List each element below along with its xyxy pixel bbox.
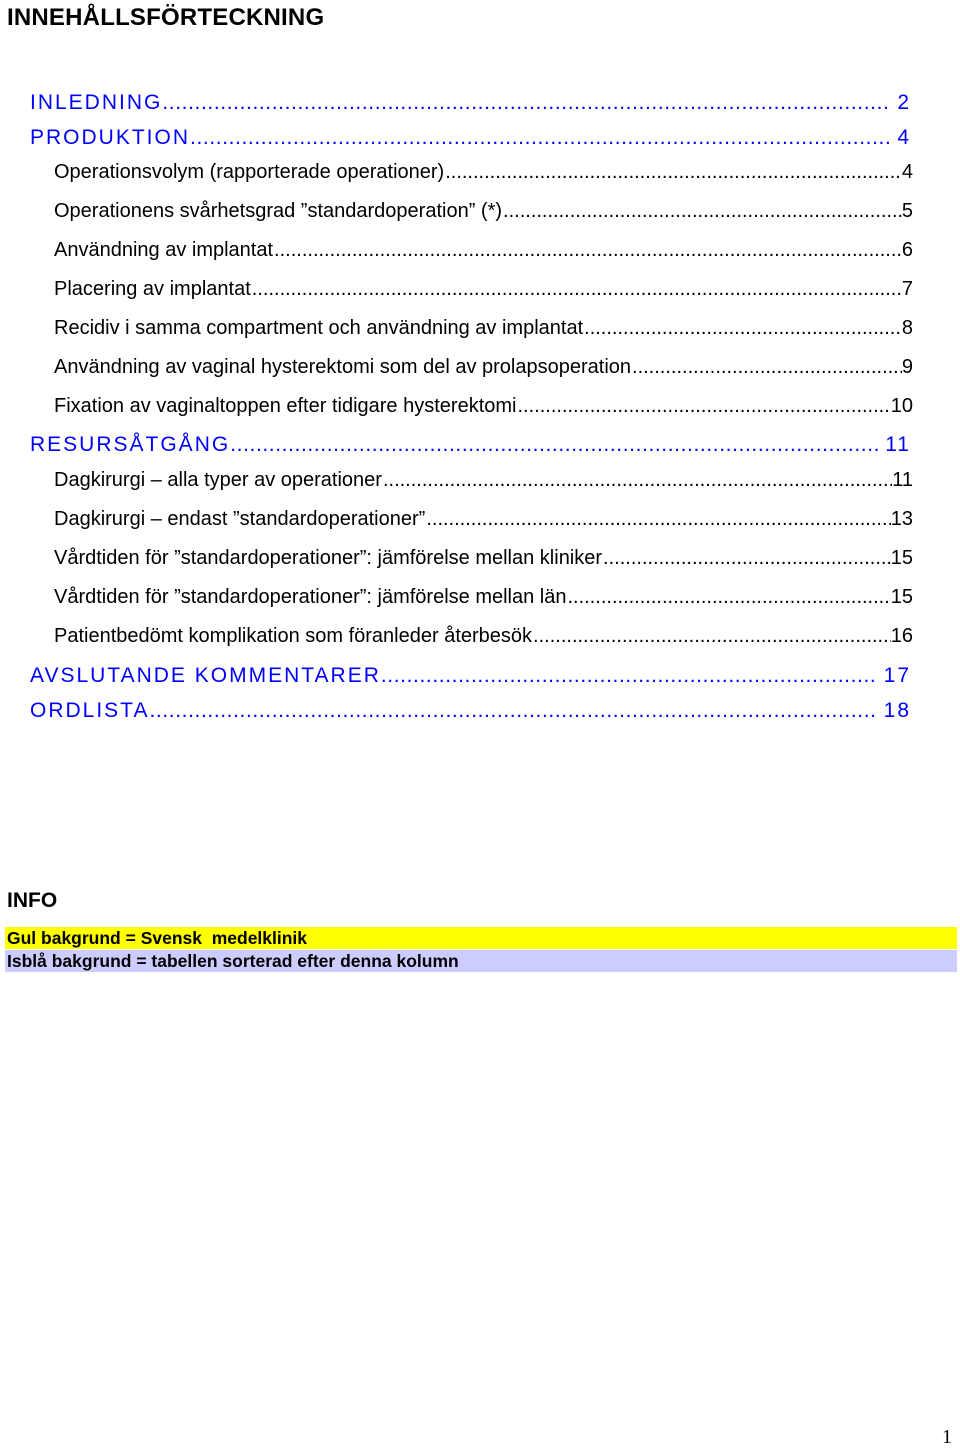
- toc-entry-avslutande-kommentarer[interactable]: [30, 665, 911, 686]
- toc-entry-anvandning-implantat[interactable]: [54, 240, 913, 260]
- toc-entry-label: Fixation av vaginaltoppen efter tidigare hysterektomi: [54, 395, 517, 417]
- toc-entry-page: 2: [897, 91, 911, 114]
- page-number: 1: [942, 1426, 952, 1448]
- toc-dot-leader: [603, 548, 891, 568]
- toc-entry-vardtiden-lan[interactable]: [54, 587, 913, 607]
- document-title: INNEHÅLLSFÖRTECKNING: [7, 4, 325, 31]
- toc-entry-dagkirurgi-standard[interactable]: [54, 509, 913, 529]
- toc-entry-page: 8: [901, 317, 913, 339]
- toc-entry-page: 7: [901, 278, 913, 300]
- toc-entry-label: Användning av vaginal hysterektomi som del av prolapsoperation: [54, 356, 632, 378]
- toc-dot-leader: [533, 626, 891, 646]
- toc-entry-patientbedomt[interactable]: [54, 626, 913, 646]
- toc-entry-ordlista[interactable]: [30, 700, 911, 721]
- toc-entry-svarhetsgrad[interactable]: [54, 201, 913, 221]
- legend-iceblue-background: Isblå bakgrund = tabellen sorterad efter denna kolumn: [5, 950, 957, 972]
- toc-entry-label: RESURSÅTGÅNG: [30, 433, 231, 456]
- toc-dot-leader: [190, 127, 891, 148]
- toc-entry-label: PRODUKTION: [30, 126, 191, 149]
- toc-entry-label: Recidiv i samma compartment och användning av implantat: [54, 317, 584, 339]
- toc-dot-leader: [381, 665, 878, 686]
- toc-entry-page: 4: [897, 126, 911, 149]
- toc-entry-label: Vårdtiden för ”standardoperationer”: jämförelse mellan län: [54, 586, 567, 608]
- toc-entry-label: Operationsvolym (rapporterade operationer): [54, 161, 445, 183]
- toc-entry-label: Dagkirurgi – endast ”standardoperationer”: [54, 508, 426, 530]
- toc-entry-recidiv[interactable]: [54, 318, 913, 338]
- toc-entry-page: 5: [901, 200, 913, 222]
- toc-entry-label: Operationens svårhetsgrad ”standardoperation” (*): [54, 200, 503, 222]
- toc-entry-label: ORDLISTA: [30, 699, 150, 722]
- toc-entry-page: 15: [890, 547, 913, 569]
- toc-entry-vaginal-hysterektomi[interactable]: [54, 357, 913, 377]
- toc-entry-label: AVSLUTANDE KOMMENTARER: [30, 664, 381, 687]
- toc-entry-label: INLEDNING: [30, 91, 163, 114]
- toc-entry-label: Patientbedömt komplikation som föranleder återbesök: [54, 625, 533, 647]
- toc-entry-placering-implantat[interactable]: [54, 279, 913, 299]
- toc-dot-leader: [632, 357, 902, 377]
- toc-entry-vardtiden-kliniker[interactable]: [54, 548, 913, 568]
- toc-dot-leader: [230, 434, 879, 455]
- toc-entry-label: Dagkirurgi – alla typer av operationer: [54, 469, 382, 491]
- toc-entry-resursatgang[interactable]: [30, 434, 911, 455]
- toc-dot-leader: [274, 240, 902, 260]
- toc-dot-leader: [517, 396, 890, 416]
- toc-entry-fixation[interactable]: [54, 396, 913, 416]
- toc-entry-page: 15: [890, 586, 913, 608]
- toc-dot-leader: [503, 201, 902, 221]
- legend-yellow-background: Gul bakgrund = Svensk medelklinik: [5, 927, 957, 949]
- toc-entry-page: 9: [901, 356, 913, 378]
- toc-entry-page: 18: [883, 699, 911, 722]
- toc-entry-page: 6: [901, 239, 913, 261]
- toc-entry-label: Vårdtiden för ”standardoperationer”: jämförelse mellan kliniker: [54, 547, 603, 569]
- toc-dot-leader: [568, 587, 891, 607]
- toc-entry-label: Användning av implantat: [54, 239, 274, 261]
- toc-entry-page: 16: [890, 625, 913, 647]
- toc-entry-page: 17: [883, 664, 911, 687]
- toc-entry-page: 13: [890, 508, 913, 530]
- toc-dot-leader: [445, 162, 902, 182]
- toc-dot-leader: [149, 700, 877, 721]
- toc-entry-produktion[interactable]: [30, 127, 911, 148]
- toc-dot-leader: [383, 470, 892, 490]
- toc-entry-inledning[interactable]: [30, 92, 911, 113]
- toc-dot-leader: [162, 92, 891, 113]
- toc-dot-leader: [426, 509, 890, 529]
- toc-dot-leader: [252, 279, 902, 299]
- toc-entry-page: 10: [890, 395, 913, 417]
- toc-entry-dagkirurgi-alla[interactable]: [54, 470, 913, 490]
- toc-dot-leader: [584, 318, 902, 338]
- toc-entry-page: 4: [901, 161, 913, 183]
- info-heading: INFO: [7, 889, 58, 912]
- toc-entry-page: 11: [885, 433, 911, 456]
- toc-entry-label: Placering av implantat: [54, 278, 251, 300]
- toc-entry-page: 11: [892, 469, 913, 491]
- toc-entry-operationsvolym[interactable]: [54, 162, 913, 182]
